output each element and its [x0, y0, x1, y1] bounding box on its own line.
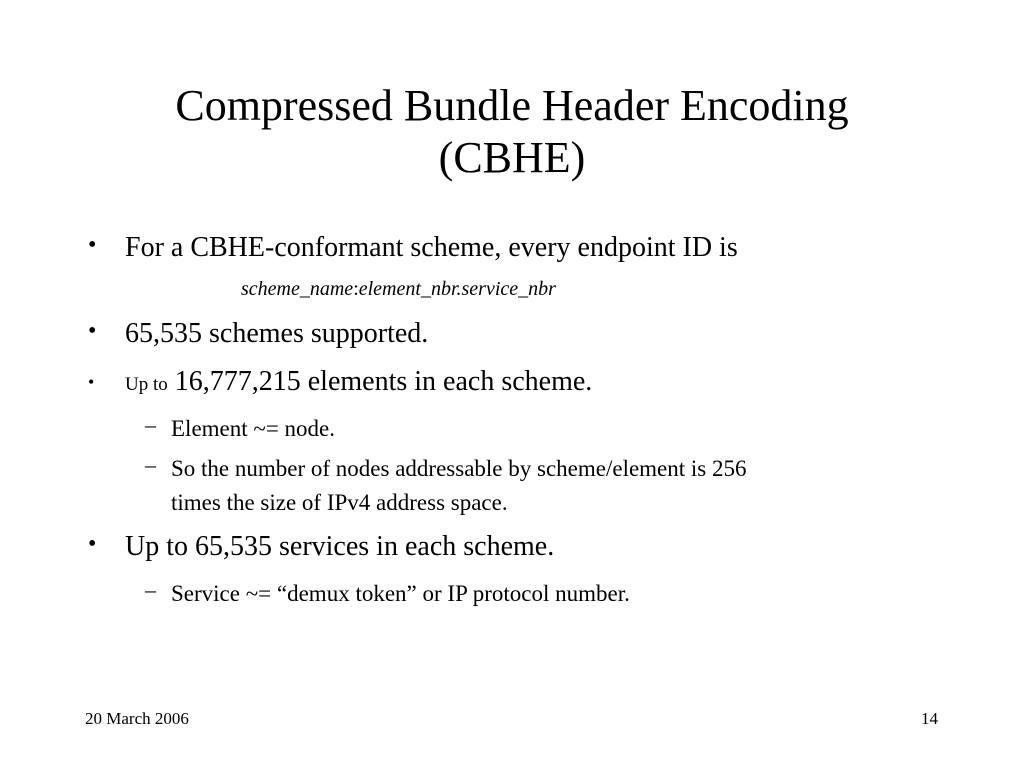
endpoint-id-format — [241, 278, 556, 301]
dash-mark: – — [145, 412, 156, 437]
title-line-1: Compressed Bundle Header Encoding — [175, 81, 849, 130]
bullet-main: 16,777,215 elements in each scheme. — [174, 366, 593, 397]
bullet-text: 65,535 schemes supported. — [125, 318, 429, 349]
sub-bullet-text — [171, 452, 747, 520]
title-line-2: (CBHE) — [438, 133, 586, 182]
bullet-mark: • — [88, 232, 97, 258]
format-scheme-name: scheme_name — [241, 278, 354, 300]
bullet-prefix: Up to — [125, 374, 168, 395]
bullet-mark: • — [88, 531, 97, 557]
bullet-mark: • — [88, 318, 97, 344]
format-element-service: element_nbr.service_nbr — [358, 278, 556, 300]
sub-bullet-text: Service ~= “demux token” or IP protocol number. — [171, 581, 630, 606]
sub-bullet-line-1: So the number of nodes addressable by scheme/element is 256 — [171, 456, 747, 481]
dash-mark: – — [145, 452, 156, 477]
dash-mark: – — [145, 577, 156, 602]
bullet-text: For a CBHE-conformant scheme, every endpoint ID is — [125, 232, 738, 263]
format-separator: : — [353, 278, 359, 300]
bullet-mark: • — [88, 372, 95, 392]
sub-bullet-text: Element ~= node. — [171, 416, 336, 441]
bullet-text — [125, 366, 592, 398]
bullet-text: Up to 65,535 services in each scheme. — [125, 531, 555, 562]
footer-date: 20 March 2006 — [85, 709, 189, 728]
sub-bullet-line-2: times the size of IPv4 address space. — [171, 490, 508, 515]
page-number: 14 — [921, 709, 938, 728]
